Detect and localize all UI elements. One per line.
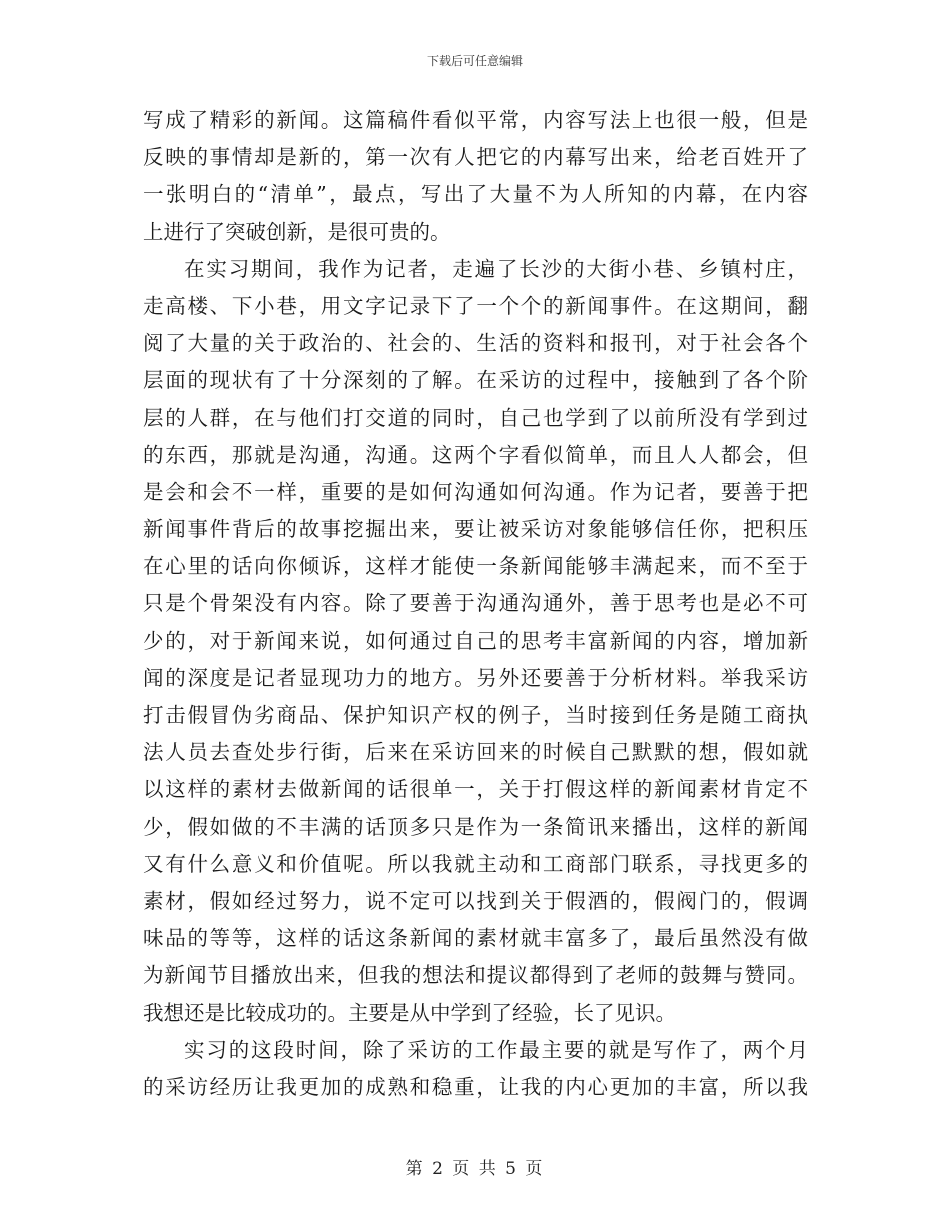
text-line: 的东西，那就是沟通，沟通。这两个字看似简单，而且人人都会，但: [143, 442, 808, 467]
text-line: 以这样的素材去做新闻的话很单一，关于打假这样的新闻素材肯定不: [143, 777, 808, 802]
text-line: 一张明白的“清单”，最点，写出了大量不为人所知的内幕，在内容: [143, 182, 808, 207]
text-line: 的采访经历让我更加的成熟和稳重，让我的内心更加的丰富，所以我: [143, 1074, 808, 1099]
document-body: [143, 102, 808, 1106]
text-line: 又有什么意义和价值呢。所以我就主动和工商部门联系，寻找更多的: [143, 851, 808, 876]
text-line: 闻的深度是记者显现功力的地方。另外还要善于分析材料。举我采访: [143, 665, 808, 690]
text-line: 素材，假如经过努力，说不定可以找到关于假酒的，假阀门的，假调: [143, 888, 808, 913]
text-line: 层面的现状有了十分深刻的了解。在采访的过程中，接触到了各个阶: [143, 368, 808, 393]
text-line: 打击假冒伪劣商品、保护知识产权的例子，当时接到任务是随工商执: [143, 703, 808, 727]
page-header: 下载后可任意编辑: [426, 54, 523, 68]
text-line: 写成了精彩的新闻。这篇稿件看似平常，内容写法上也很一般，但是: [143, 108, 808, 132]
text-line: 上进行了突破创新，是很可贵的。: [143, 219, 451, 244]
text-line: 实习的这段时间，除了采访的工作最主要的就是写作了，两个月: [184, 1037, 808, 1062]
text-line: 在心里的话向你倾诉，这样才能使一条新闻能够丰满起来，而不至于: [143, 554, 808, 579]
text-line: 阅了大量的关于政治的、社会的、生活的资料和报刊，对于社会各个: [143, 331, 808, 356]
text-line: 只是个骨架没有内容。除了要善于沟通沟通外，善于思考也是必不可: [143, 591, 808, 616]
text-line: 是会和会不一样，重要的是如何沟通如何沟通。作为记者，要善于把: [143, 479, 808, 504]
text-line: 少，假如做的不丰满的话顶多只是作为一条简讯来播出，这样的新闻: [143, 814, 808, 839]
text-line: 法人员去查处步行街，后来在采访回来的时候自己默默的想，假如就: [143, 740, 808, 765]
text-line: 我想还是比较成功的。主要是从中学到了经验，长了见识。: [143, 1000, 676, 1025]
text-line: 少的，对于新闻来说，如何通过自己的思考丰富新闻的内容，增加新: [143, 628, 808, 653]
text-line: 在实习期间，我作为记者，走遍了长沙的大街小巷、乡镇村庄，: [184, 256, 808, 281]
text-line: 新闻事件背后的故事挖掘出来，要让被采访对象能够信任你，把积压: [143, 517, 808, 542]
text-line: 走高楼、下小巷，用文字记录下了一个个的新闻事件。在这期间，翻: [143, 293, 808, 318]
text-line: 层的人群，在与他们打交道的同时，自己也学到了以前所没有学到过: [143, 405, 808, 430]
page-number-footer: 第 2 页 共 5 页: [405, 1159, 545, 1179]
text-line: 味品的等等，这样的话这条新闻的素材就丰富多了，最后虽然没有做: [143, 926, 808, 951]
text-line: 反映的事情却是新的，第一次有人把它的内幕写出来，给老百姓开了: [143, 145, 808, 170]
text-line: 为新闻节目播放出来，但我的想法和提议都得到了老师的鼓舞与赞同。: [143, 963, 808, 988]
